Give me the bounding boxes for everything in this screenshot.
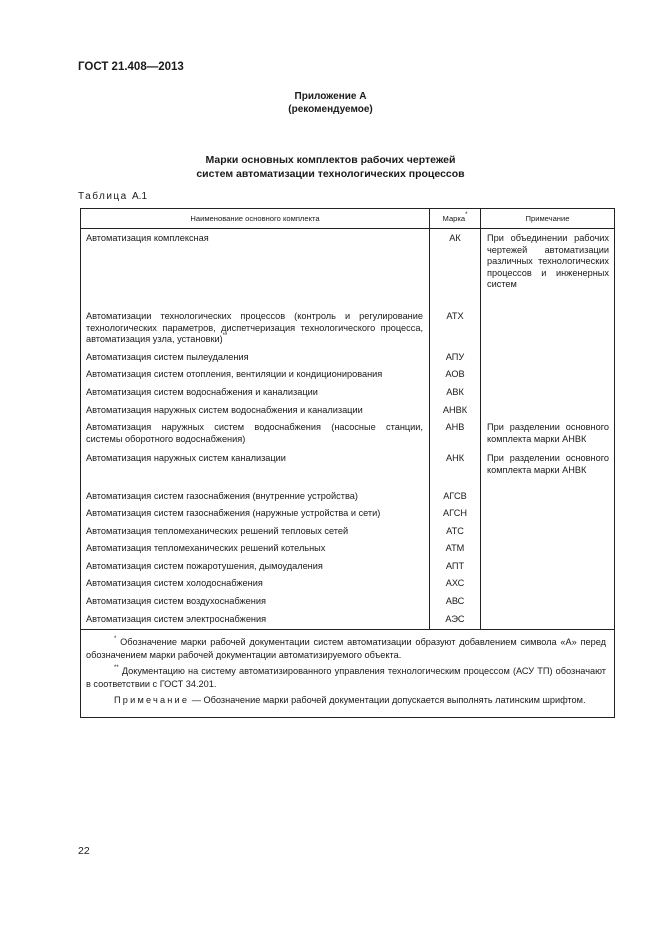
table-row xyxy=(81,572,615,590)
footnote-1-mark: * xyxy=(114,636,117,642)
row-name xyxy=(81,381,430,399)
footnote-2 xyxy=(86,665,606,690)
row-mark: АВК xyxy=(430,381,481,399)
row-mark: АТС xyxy=(430,520,481,538)
table-note xyxy=(86,694,606,707)
row-mark: АХС xyxy=(430,572,481,590)
table-row xyxy=(81,416,615,447)
row-name-text: Автоматизация систем отопления, вентиляции и кондиционирования xyxy=(86,369,383,380)
row-name xyxy=(81,305,430,346)
row-mark: АОВ xyxy=(430,363,481,381)
row-name xyxy=(81,399,430,417)
row-note xyxy=(481,502,615,520)
table-row xyxy=(81,608,615,630)
row-name xyxy=(81,537,430,555)
footnote-2-text: Документацию на систему автоматизированного управления технологическим процессом (АСУ ТП) обозначают в соответствии с ГОСТ 34.201. xyxy=(86,666,606,689)
row-name xyxy=(81,363,430,381)
row-name-text: Автоматизация тепломеханических решений котельных xyxy=(86,543,326,554)
row-name xyxy=(81,229,430,305)
table-caption-word: Таблица xyxy=(78,191,128,202)
appendix-title: Приложение А xyxy=(294,91,367,102)
column-header-name: Наименование основного комплекта xyxy=(81,209,430,229)
row-name-text: Автоматизация систем газоснабжения (внутренние устройства) xyxy=(86,490,358,501)
table-row xyxy=(81,537,615,555)
row-note xyxy=(481,572,615,590)
row-name xyxy=(81,447,430,484)
row-mark: АК xyxy=(430,229,481,305)
row-mark: АТМ xyxy=(430,537,481,555)
heading-line-1: Марки основных комплектов рабочих чертежей xyxy=(205,154,456,166)
row-name-text: Автоматизация систем холодоснабжения xyxy=(86,578,263,589)
row-note xyxy=(481,590,615,608)
table-row xyxy=(81,555,615,573)
row-mark: АЭС xyxy=(430,608,481,630)
row-name-text: Автоматизация наружных систем водоснабжения (насосные станции, системы оборотного водоснабжения) xyxy=(86,422,423,444)
column-header-mark xyxy=(430,209,481,229)
row-note xyxy=(481,537,615,555)
row-name-text: Автоматизация систем газоснабжения (наружные устройства и сети) xyxy=(86,508,381,519)
table-header-row xyxy=(81,209,615,229)
row-note xyxy=(481,485,615,503)
table-row xyxy=(81,520,615,538)
row-mark: АНК xyxy=(430,447,481,484)
row-name-text: Автоматизация комплексная xyxy=(86,233,209,243)
table-row xyxy=(81,399,615,417)
table-row xyxy=(81,363,615,381)
row-note xyxy=(481,363,615,381)
table-row xyxy=(81,346,615,364)
row-name xyxy=(81,520,430,538)
row-name xyxy=(81,608,430,630)
row-name-text: Автоматизация систем воздухоснабжения xyxy=(86,596,266,607)
footnote-1-text: Обозначение марки рабочей документации систем автоматизации образуют добавлением символа «А» перед обозначением марки рабочей документации автоматизируемого объекта. xyxy=(86,637,606,660)
footnote-2-mark: ** xyxy=(114,665,119,672)
row-note xyxy=(481,381,615,399)
column-header-mark-label: Марка xyxy=(442,213,466,223)
table-row xyxy=(81,447,615,484)
row-mark: АПУ xyxy=(430,346,481,364)
footnote-1 xyxy=(86,636,606,661)
row-note: При разделении основного комплекта марки АНВК xyxy=(481,447,615,484)
row-mark: АГСН xyxy=(430,502,481,520)
table-caption xyxy=(78,191,147,202)
table-note-label: Примечание xyxy=(114,695,190,706)
row-note xyxy=(481,608,615,630)
row-mark: АГСВ xyxy=(430,485,481,503)
row-note xyxy=(481,346,615,364)
row-name-text: Автоматизация наружных систем канализации xyxy=(86,453,286,464)
row-name-text: Автоматизация систем электроснабжения xyxy=(86,613,267,624)
row-name-footnote-mark: ** xyxy=(222,333,228,340)
row-note xyxy=(481,399,615,417)
table-row xyxy=(81,485,615,503)
table-caption-number: А.1 xyxy=(132,191,148,202)
row-name-text: Автоматизации технологических процессов (контроль и регулирование технологических параметров, диспетчеризация технологического процесса, автоматизация узла, установки) xyxy=(86,310,423,345)
row-name-text: Автоматизация систем пылеудаления xyxy=(86,351,249,362)
row-mark: АНВ xyxy=(430,416,481,447)
table-row xyxy=(81,590,615,608)
column-header-mark-sup: * xyxy=(465,211,468,218)
row-note: При разделении основного комплекта марки АНВК xyxy=(481,416,615,447)
row-name xyxy=(81,416,430,447)
row-name xyxy=(81,502,430,520)
row-name xyxy=(81,346,430,364)
row-mark: АВС xyxy=(430,590,481,608)
heading-line-2: систем автоматизации технологических процессов xyxy=(196,168,465,180)
row-mark: АТХ xyxy=(430,305,481,346)
row-name-text: Автоматизация тепломеханических решений тепловых сетей xyxy=(86,525,349,536)
column-header-note: Примечание xyxy=(481,209,615,229)
row-name xyxy=(81,572,430,590)
row-note xyxy=(481,555,615,573)
row-note xyxy=(481,520,615,538)
row-note xyxy=(481,305,615,346)
table-note-text: — Обозначение марки рабочей документации допускается выполнять латинским шрифтом. xyxy=(191,695,586,706)
appendix-subtitle: (рекомендуемое) xyxy=(288,104,373,115)
row-name-text: Автоматизация наружных систем водоснабжения и канализации xyxy=(86,404,363,415)
row-mark: АНВК xyxy=(430,399,481,417)
row-mark: АПТ xyxy=(430,555,481,573)
marks-table xyxy=(80,208,615,630)
row-name-text: Автоматизация систем водоснабжения и канализации xyxy=(86,386,318,397)
document-code: ГОСТ 21.408—2013 xyxy=(78,61,184,73)
row-name xyxy=(81,590,430,608)
table-row xyxy=(81,305,615,346)
table-row xyxy=(81,229,615,305)
row-name-text: Автоматизация систем пожаротушения, дымоудаления xyxy=(86,560,323,571)
table-footnotes xyxy=(80,630,615,718)
row-name xyxy=(81,485,430,503)
row-note: При объединении рабочих чертежей автоматизации различных технологических процессов и инженерных систем xyxy=(481,229,615,305)
row-name xyxy=(81,555,430,573)
page-number: 22 xyxy=(78,845,90,857)
table-row xyxy=(81,502,615,520)
table-row xyxy=(81,381,615,399)
